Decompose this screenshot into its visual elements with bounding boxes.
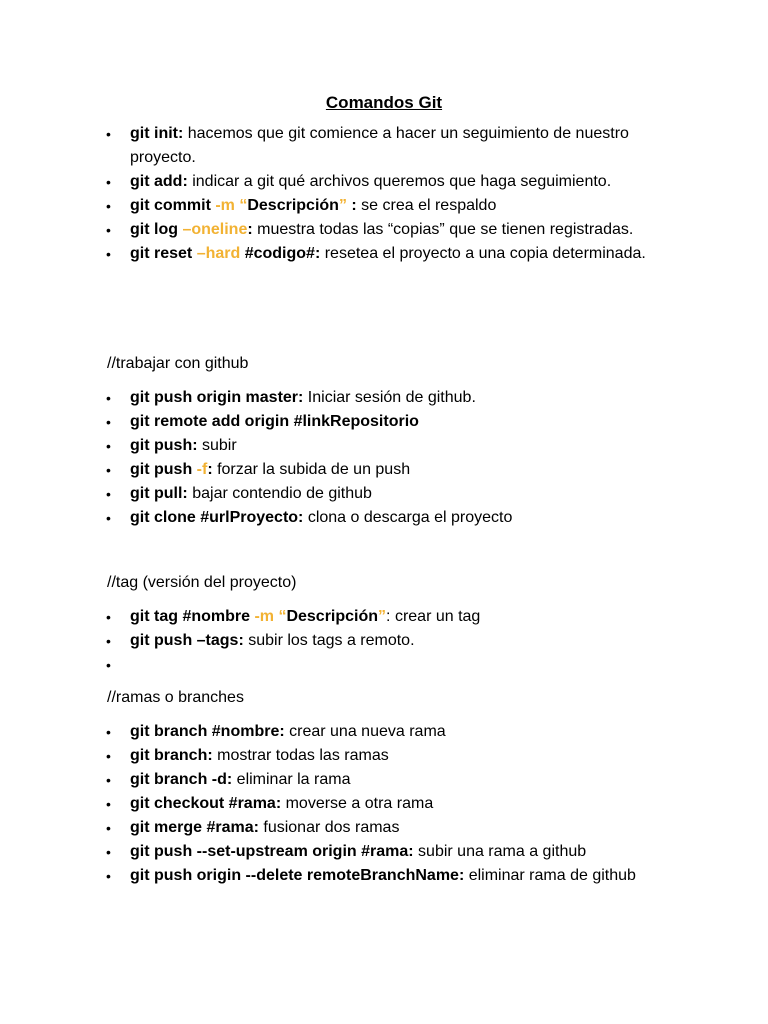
command-text: git branch #nombre: [130,723,285,740]
quote-text: ” [338,197,347,214]
command-description: moverse a otra rama [281,795,434,812]
bullet-icon: • [106,820,111,836]
command-text: git push [130,461,197,478]
list-item [0,720,768,744]
command-text: git clone #urlProyecto: [130,509,304,526]
bullet-icon: • [106,126,111,142]
list-item [0,170,768,194]
command-description: : crear un tag [386,608,481,625]
command-text: git branch: [130,747,213,764]
bullet-icon: • [106,390,111,406]
command-text: git commit [130,197,216,214]
bullet-icon: • [106,462,111,478]
bullet-icon: • [106,868,111,884]
command-description: eliminar rama de github [464,867,636,884]
list-item [0,744,768,768]
list-item [0,629,768,653]
bullet-icon: • [106,748,111,764]
bullet-icon: • [106,486,111,502]
quote-text: ” [378,608,387,625]
command-text: git branch -d: [130,771,233,788]
list-item [0,122,768,170]
command-description: subir los tags a remoto. [243,632,415,649]
bullet-icon: • [106,657,111,673]
flag-text: -m “ [254,608,287,625]
command-text: git checkout #rama: [130,795,282,812]
bullet-icon: • [106,174,111,190]
page-title: Comandos Git [325,93,443,112]
list-item [0,386,768,410]
list-item [0,864,768,888]
list-item [0,434,768,458]
description-text: Descripción [286,608,379,625]
command-description: forzar la subida de un push [212,461,411,478]
flag-text: –oneline [182,221,248,238]
bullet-icon: • [106,414,111,430]
github-commands-list [0,386,768,530]
command-description: resetea el proyecto a una copia determinada. [320,245,646,262]
command-text: git merge #rama: [130,819,259,836]
command-text: git reset [130,245,197,262]
command-description: hacemos que git comience a hacer un seguimiento de nuestro proyecto. [130,125,629,166]
list-item [0,194,768,218]
command-suffix: : [247,221,253,238]
command-description: fusionar dos ramas [258,819,400,836]
bullet-icon: • [106,198,111,214]
bullet-icon: • [106,772,111,788]
command-description: indicar a git qué archivos queremos que haga seguimiento. [187,173,612,190]
bullet-icon: • [106,796,111,812]
command-suffix: : [346,197,357,214]
flag-text: -f [196,461,208,478]
list-item [0,506,768,530]
command-description: eliminar la rama [232,771,351,788]
command-description: subir una rama a github [413,843,587,860]
bullet-icon: • [106,510,111,526]
list-item [0,768,768,792]
flag-text: –hard [196,245,241,262]
bullet-icon: • [106,844,111,860]
list-item [0,218,768,242]
bullet-icon: • [106,724,111,740]
comment-tag: //tag (versión del proyecto) [107,574,297,591]
bullet-icon: • [106,609,111,625]
list-item [0,840,768,864]
list-item [0,605,768,629]
comment-github: //trabajar con github [107,355,249,372]
command-description: se crea el respaldo [356,197,497,214]
command-suffix: #codigo#: [240,245,321,262]
command-text: git push –tags: [130,632,244,649]
bullet-icon: • [106,246,111,262]
bullet-icon: • [106,222,111,238]
command-text: git log [130,221,183,238]
list-item [0,816,768,840]
tag-commands-list [0,605,768,673]
list-item [0,482,768,506]
bullet-icon: • [106,633,111,649]
command-description: Iniciar sesión de github. [303,389,476,406]
command-text: git pull: [130,485,188,502]
command-text: git init: [130,125,184,142]
command-text: git push origin master: [130,389,304,406]
branch-commands-list [0,720,768,888]
command-description: bajar contendio de github [187,485,372,502]
command-description: muestra todas las “copias” que se tienen registradas. [252,221,634,238]
list-item [0,792,768,816]
basic-commands-list [0,122,768,266]
command-text: git push: [130,437,198,454]
flag-text: -m “ [215,197,248,214]
command-description: clona o descarga el proyecto [303,509,513,526]
command-description: subir [197,437,237,454]
command-text: git add: [130,173,188,190]
list-item [0,410,768,434]
bullet-icon: • [106,438,111,454]
list-item [0,242,768,266]
description-text: Descripción [247,197,339,214]
command-suffix: : [207,461,213,478]
comment-branches: //ramas o branches [107,689,244,706]
command-text: git tag #nombre [130,608,255,625]
command-text: git push --set-upstream origin #rama: [130,843,414,860]
command-text: git push origin --delete remoteBranchName: [130,867,465,884]
command-description: crear una nueva rama [284,723,446,740]
command-description: mostrar todas las ramas [212,747,389,764]
list-item [0,458,768,482]
command-text: git remote add origin #linkRepositorio [130,413,419,430]
